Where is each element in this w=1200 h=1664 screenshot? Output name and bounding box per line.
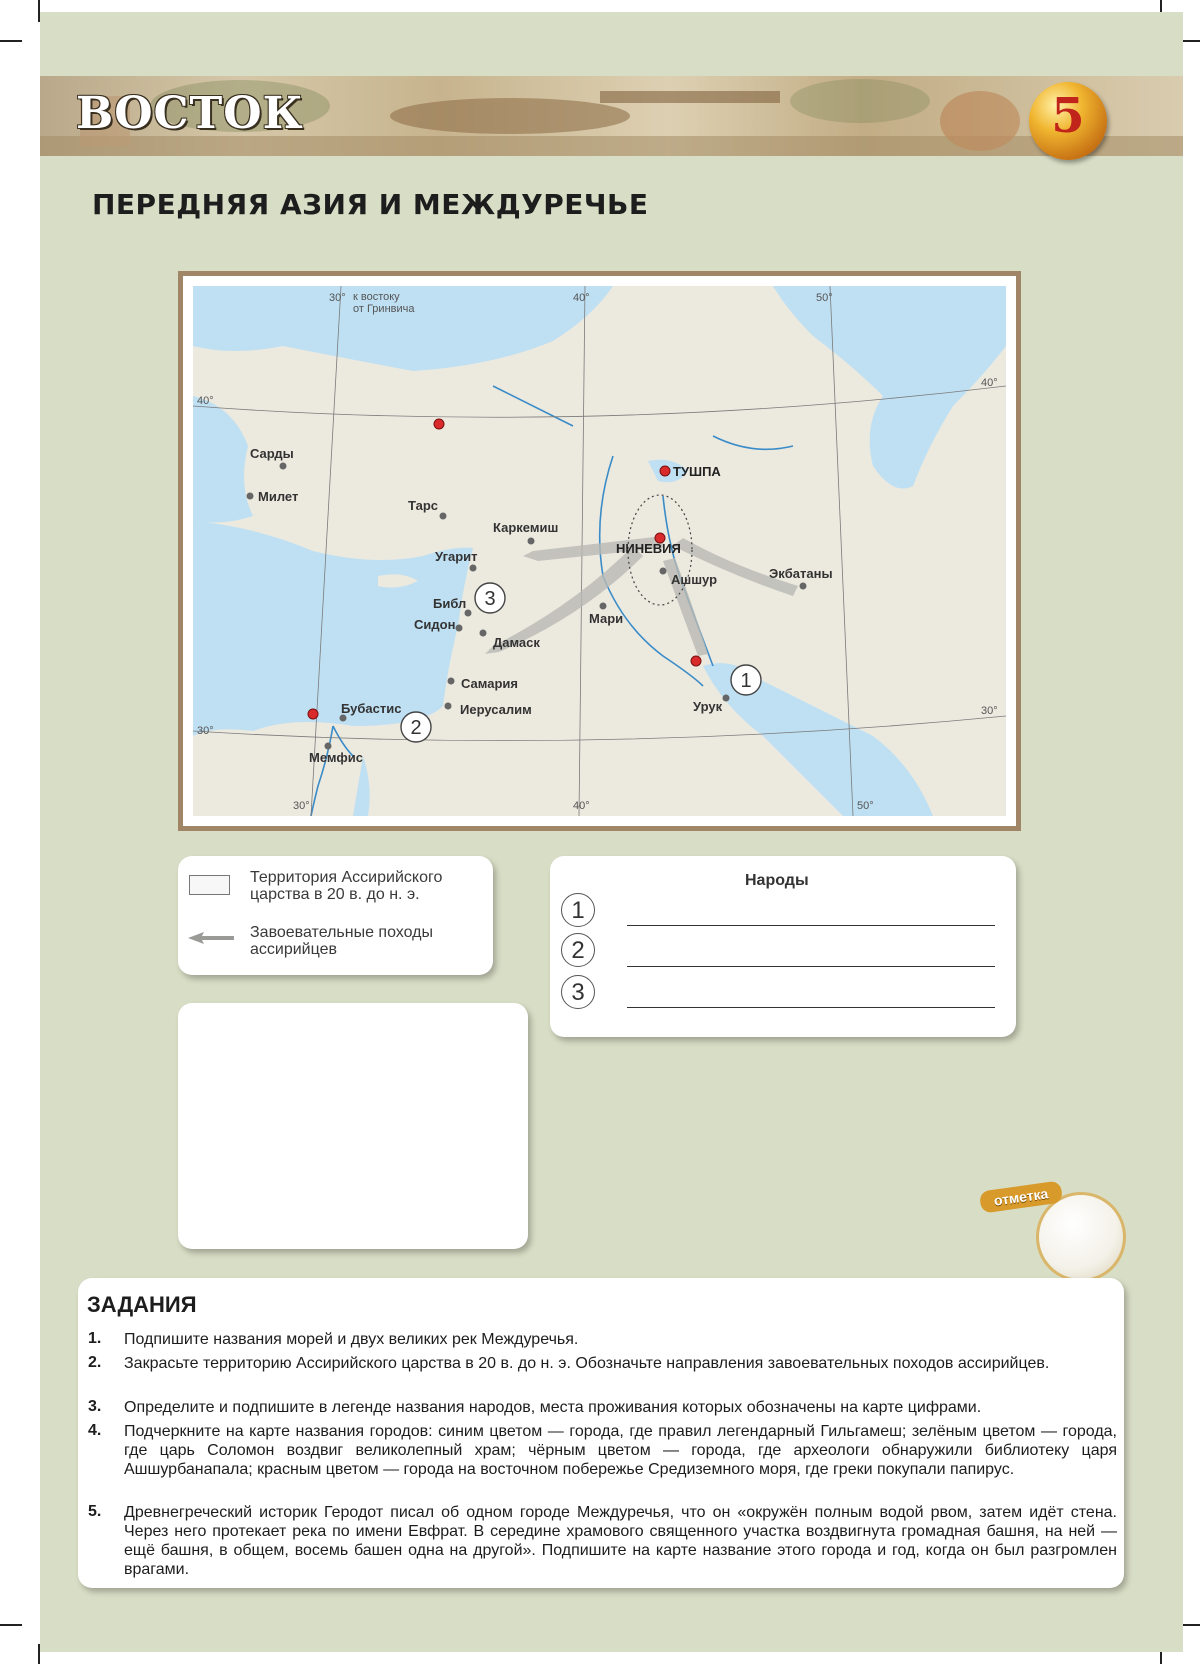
task-text: Закрасьте территорию Ассирийского царства в 20 в. до н. э. Обозначьте направления завоевательных походов ассирийцев.: [124, 1355, 1050, 1372]
peoples-number-2: 2: [561, 933, 595, 967]
city-marker: [280, 463, 287, 470]
peoples-title: Народы: [745, 872, 809, 889]
grid-label-lon-40-bottom: 40°: [573, 800, 590, 812]
city-marker: [448, 678, 455, 685]
city-marker: [480, 630, 487, 637]
task-number: 5.: [88, 1503, 102, 1520]
grid-label-lat-40: 40°: [197, 395, 214, 407]
city-marker: [528, 538, 535, 545]
red-city-marker: [434, 419, 444, 429]
map-inner: [183, 276, 1016, 826]
city-label: Урук: [693, 699, 723, 714]
task-text: Подпишите названия морей и двух великих рек Междуречья.: [124, 1331, 579, 1348]
task-number: 1.: [88, 1330, 102, 1347]
city-marker: [470, 565, 477, 572]
legend-territory-swatch: [189, 875, 230, 895]
peoples-number-1: 1: [561, 893, 595, 927]
grid-label-lat-30-east: 30°: [981, 705, 998, 717]
grid-label-lon-40: 40°: [573, 292, 590, 304]
people-marker-1-number: 1: [740, 670, 752, 692]
grid-label-lon-30: 30°: [329, 292, 346, 304]
city-marker: [800, 583, 807, 590]
city-marker: [660, 568, 667, 575]
grid-label-lon-50-bottom: 50°: [857, 800, 874, 812]
city-label-capital: НИНЕВИЯ: [616, 541, 681, 556]
city-label: Библ: [433, 596, 467, 611]
grid-label-lon-50: 50°: [816, 292, 833, 304]
legend-territory-text: Территория Ассирийского царства в 20 в. до н. э.: [250, 869, 443, 903]
city-marker: [325, 743, 332, 750]
meridian-note-line-1: к востоку: [353, 291, 400, 303]
historical-map: [193, 286, 1006, 816]
task-text: Определите и подпишите в легенде названия народов, места проживания которых обозначены на карте цифрами.: [124, 1399, 982, 1416]
crop-mark: [0, 40, 22, 42]
city-label: Сидон: [414, 617, 456, 632]
grid-label-lat-40-east: 40°: [981, 377, 998, 389]
city-label: Каркемиш: [493, 520, 559, 535]
peoples-answer-line-3[interactable]: [627, 1007, 995, 1008]
city-marker: [445, 703, 452, 710]
city-label-capital: ТУШПА: [673, 464, 721, 479]
page-number: 5: [1051, 88, 1085, 144]
peoples-answer-line-1[interactable]: [627, 925, 995, 926]
people-marker-2-number: 2: [410, 717, 422, 739]
city-label: Мари: [589, 611, 624, 626]
banner-title: ВОСТОК: [76, 88, 304, 139]
tasks-title: ЗАДАНИЯ: [87, 1292, 197, 1317]
legend-campaign-arrow-icon: [186, 930, 236, 946]
legend-campaigns-text: Завоевательные походы ассирийцев: [250, 924, 433, 958]
mark-circle: [1036, 1192, 1126, 1282]
grid-label-lon-30-bottom: 30°: [293, 800, 310, 812]
city-label: Милет: [258, 489, 299, 504]
map-frame: [178, 271, 1021, 831]
crop-mark: [0, 1624, 22, 1626]
city-marker: [247, 493, 254, 500]
city-marker: [456, 625, 463, 632]
task-number: 3.: [88, 1398, 102, 1415]
task-number: 4.: [88, 1422, 102, 1439]
city-label: Мемфис: [309, 750, 363, 765]
peoples-answer-line-2[interactable]: [627, 966, 995, 967]
city-label: Самария: [461, 676, 518, 691]
city-label: Экбатаны: [769, 566, 833, 581]
city-label: Угарит: [435, 549, 478, 564]
page-title: ПЕРЕДНЯЯ АЗИЯ И МЕЖДУРЕЧЬЕ: [92, 188, 649, 221]
city-marker: [600, 603, 607, 610]
city-marker: [723, 695, 730, 702]
mark-label: отметка: [979, 1180, 1063, 1213]
task-text: Древнегреческий историк Геродот писал об одном городе Междуречья, что он «окружён полным водой рвом, затем идёт стена. Через него протекает река по имени Евфрат. В середине храмового священного участка воздвигнута громадная башня, на ней — ещё башня, в общем, восемь башен одна на другой». Подпишите на карте название этого города и год, когда он был разгромлен врагами.: [124, 1504, 1117, 1578]
city-label: Сарды: [250, 446, 294, 461]
city-marker-capital: [660, 466, 670, 476]
task-text: Подчеркните на карте названия городов: синим цветом — города, где правил легендарный Гильгамеш; зелёным цветом — города, где царь Соломон воздвиг великолепный храм; чёрным цветом — города, где археологи обнаружили библиотеку царя Ашшурбанапала; красным цветом — города на восточном побережье Средиземного моря, где греки покупали папирус.: [124, 1423, 1117, 1478]
people-marker-3-number: 3: [484, 588, 496, 610]
city-label: Дамаск: [493, 635, 540, 650]
city-label: Тарс: [408, 498, 439, 513]
red-city-marker: [308, 709, 318, 719]
blank-answer-box[interactable]: [178, 1003, 528, 1249]
city-label: Бубастис: [341, 701, 402, 716]
grid-label-lat-30: 30°: [197, 725, 214, 737]
city-label: Ашшур: [671, 572, 718, 587]
city-label: Иерусалим: [460, 702, 532, 717]
meridian-note-line-2: от Гринвича: [353, 303, 415, 315]
city-marker: [440, 513, 447, 520]
peoples-number-3: 3: [561, 975, 595, 1009]
task-number: 2.: [88, 1354, 102, 1371]
red-city-marker: [691, 656, 701, 666]
